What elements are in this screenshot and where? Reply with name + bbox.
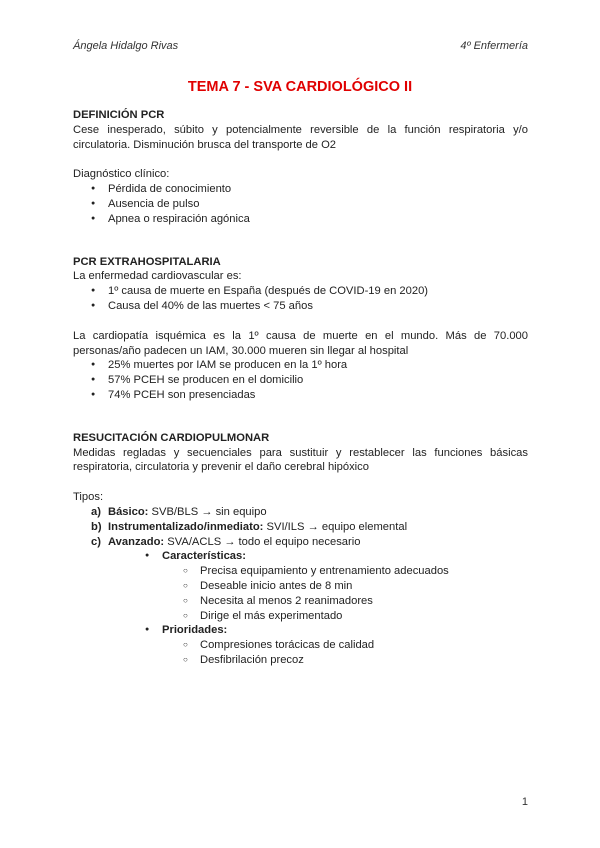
list-item: ○ Deseable inicio antes de 8 min [183,579,528,594]
extra-paragraph: La cardiopatía isquémica es la 1º causa de muerte en el mundo. Más de 70.000 personas/año padecen un IAM, 30.000 mueren sin llegar al hospital [73,329,528,357]
caracteristicas-label: Características: [162,550,246,563]
avanzado-sublist [108,549,528,667]
list-marker: b) [91,520,102,533]
list-item: ○ Dirige el más experimentado [183,609,528,624]
tipo-item [91,505,528,520]
page-title: TEMA 7 - SVA CARDIOLÓGICO II [187,79,413,95]
tipo-item [91,520,528,535]
page-number: 1 [521,796,528,808]
tipos-label: Tipos: [73,491,104,504]
tipo-name: Básico: [108,505,149,518]
prioridades-label: Prioridades: [162,624,228,637]
list-item: ● Causa del 40% de las muertes < 75 años [91,299,528,314]
caracteristicas-list [162,564,528,623]
list-item: ○ Necesita al menos 2 reanimadores [183,594,528,609]
extra-intro: La enfermedad cardiovascular es: [73,270,242,283]
tipo-name: Avanzado: [108,535,165,548]
diagnostic-list [73,182,528,226]
list-item: ○ Desfibrilación precoz [183,653,528,668]
tipo-item [91,535,528,668]
section-heading-extrahospitalaria: PCR EXTRAHOSPITALARIA [73,255,221,268]
list-marker: c) [91,535,101,548]
tipo-desc: SVB/BLS → sin equipo [148,505,267,518]
header-author: Ángela Hidalgo Rivas [73,40,179,52]
prioridades-item [145,623,528,667]
document-body [73,108,528,668]
diagnostic-label: Diagnóstico clínico: [73,168,170,181]
list-item: ● 1º causa de muerte en España (después de COVID-19 en 2020) [91,284,528,299]
section-heading-pcr: DEFINICIÓN PCR [73,109,165,121]
list-item: ● Pérdida de conocimiento [91,182,528,197]
list-marker: a) [91,505,101,518]
pcr-definition: Cese inesperado, súbito y potencialmente reversible de la función respiratoria y/o circulatoria. Disminución brusca del transporte de O2 [73,123,528,151]
header-course: 4º Enfermería [460,40,528,52]
tipo-desc: SVI/ILS → equipo elemental [263,520,408,533]
list-item: ○ Precisa equipamiento y entrenamiento adecuados [183,564,528,579]
prioridades-list [162,638,528,668]
tipos-list [73,505,528,668]
list-item: ● 57% PCEH se producen en el domicilio [91,373,528,388]
caracteristicas-item [145,549,528,623]
list-item: ● Ausencia de pulso [91,197,528,212]
extra-list [73,284,528,314]
rcp-definition: Medidas regladas y secuenciales para sustituir y restablecer las funciones básicas respiratoria, circulatoria y prevenir el daño cerebral hipóxico [73,446,528,474]
tipo-name: Instrumentalizado/inmediato: [108,520,264,533]
stats-list [73,358,528,402]
section-heading-rcp: RESUCITACIÓN CARDIOPULMONAR [73,431,270,444]
list-item: ○ Compresiones torácicas de calidad [183,638,528,653]
tipo-desc: SVA/ACLS → todo el equipo necesario [164,535,361,548]
list-item: ● Apnea o respiración agónica [91,212,528,227]
list-item: ● 25% muertes por IAM se producen en la 1º hora [91,358,528,373]
list-item: ● 74% PCEH son presenciadas [91,388,528,403]
